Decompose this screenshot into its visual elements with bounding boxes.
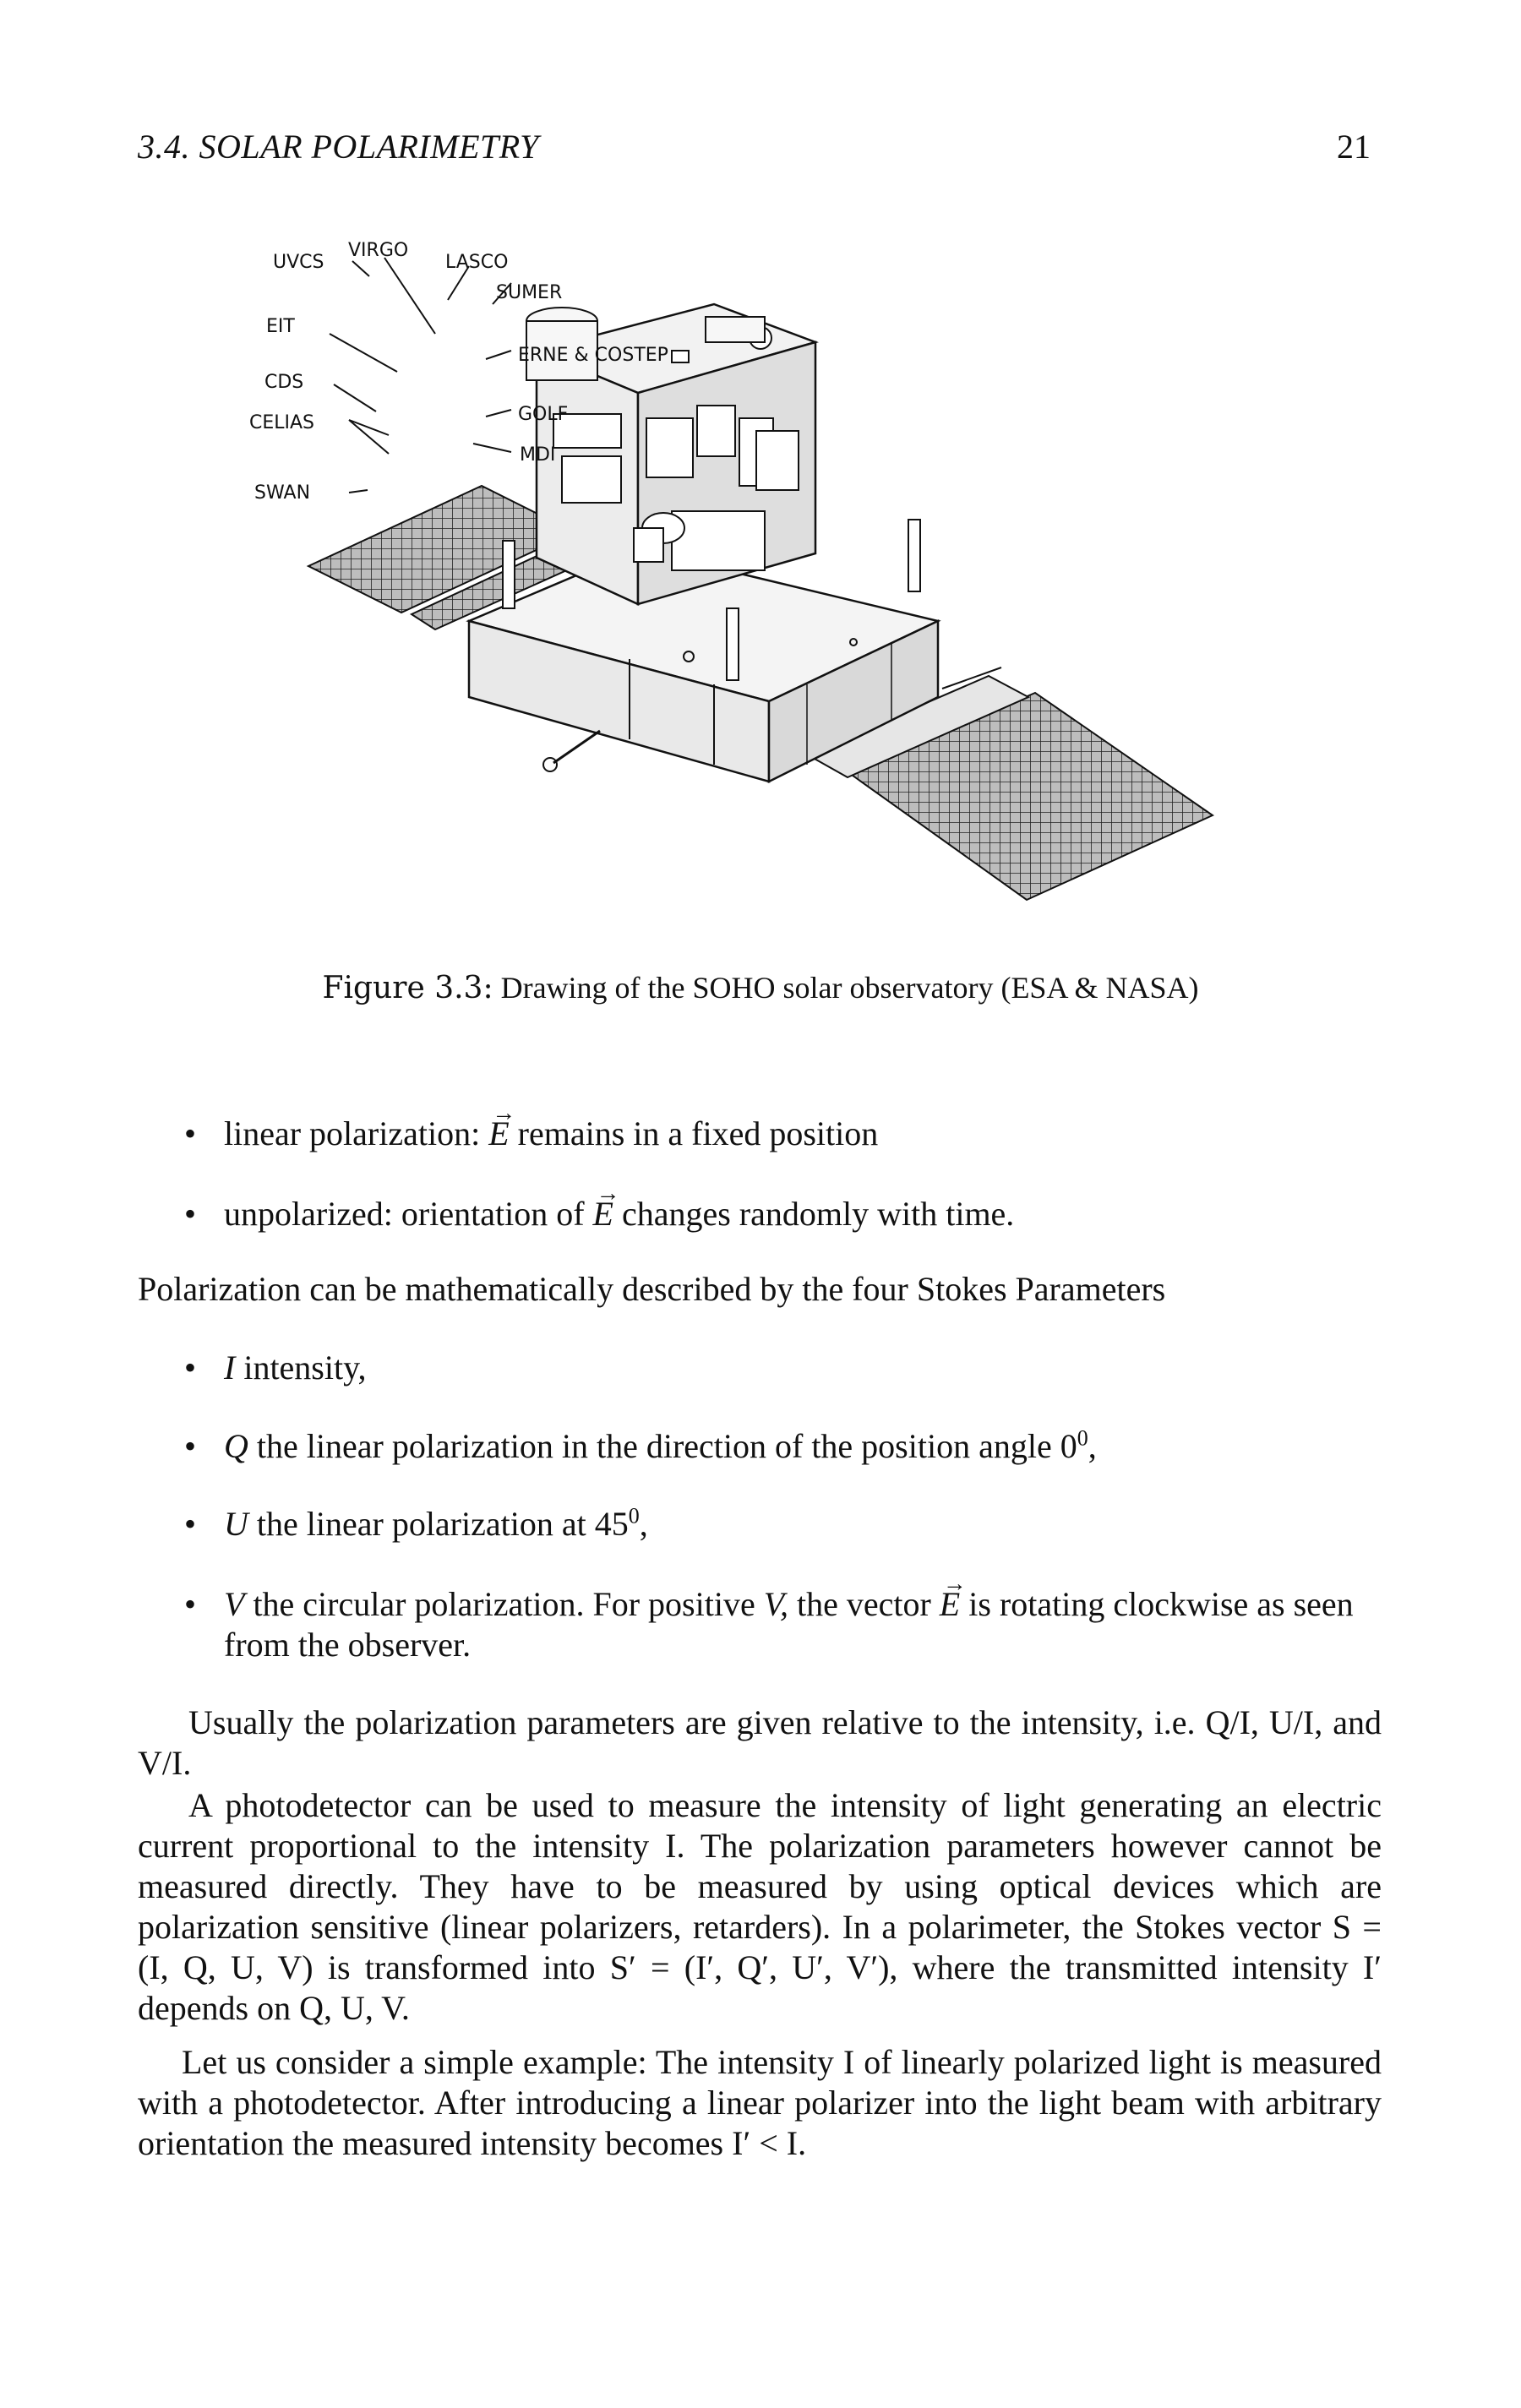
soho-figure [249,224,1238,925]
bullet-text: I intensity, [224,1348,367,1387]
label-uvcs: UVCS [273,252,324,273]
label-mdi: MDI [520,444,556,466]
caption-text: Drawing of the SOHO solar observatory (ESA & NASA) [500,971,1199,1005]
bullet-text: linear polarization: → E remains in a fixed position [224,1114,1407,1154]
running-head: 3.4. SOLAR POLARIMETRY [138,128,539,166]
soho-drawing [249,224,1238,925]
label-sumer: SUMER [496,282,563,303]
paragraph-relative: Usually the polarization parameters are given relative to the intensity, i.e. Q/I, U/I, and V/I. [138,1703,1382,1782]
label-golf: GOLF [518,404,569,425]
label-virgo: VIRGO [348,240,409,261]
bullet-dot: • [184,1505,197,1543]
bullet-dot: • [184,1195,197,1233]
label-eit: EIT [266,316,295,337]
bullet-dot: • [184,1585,197,1623]
figure-caption [0,970,1521,1005]
label-swan: SWAN [254,482,311,504]
paragraph-photodetector: A photodetector can be used to measure the intensity of light generating an electric current proportional to the intensity I. The polarization parameters however cannot be measured directly. They have to be measured by using optical devices which are polarization sensitive (linear polarizers, retarders). In a polarimeter, the Stokes vector S = (I, Q, U, V) is transformed into S′ = (I′, Q′, U′, V′), where the transmitted intensity I′ depends on Q, U, V. [138,1786,1382,2027]
paragraph-stokes-intro: Polarization can be mathematically described by the four Stokes Parameters [138,1270,1166,1308]
bullet-text: unpolarized: orientation of → E changes randomly with time. [224,1194,1407,1234]
label-lasco: LASCO [445,252,509,273]
bullet-text: Q the linear polarization in the direction of the position angle $0^0$, [224,1425,1097,1465]
label-cds: CDS [264,372,304,393]
label-erne: ERNE & COSTEP [518,345,668,366]
bullet-dot: • [184,1427,197,1465]
leader-lines [330,258,511,493]
bullet-text: V the circular polarization. For positive V, the vector → E is rotating clockwise as seen from the observer. [224,1584,1407,1665]
bullet-dot: • [184,1348,197,1387]
caption-number: Figure 3.3: [322,971,493,1005]
paragraph-example: Let us consider a simple example: The intensity I of linearly polarized light is measured with a photodetector. After introducing a linear polarizer into the light beam with arbitrary orientation the measured intensity becomes I′ < I. [138,2043,1382,2162]
bullet-text: U the linear polarization at $45^0$, [224,1503,648,1543]
bullet-dot: • [184,1114,197,1152]
label-celias: CELIAS [249,412,315,433]
page-number: 21 [1337,128,1371,166]
